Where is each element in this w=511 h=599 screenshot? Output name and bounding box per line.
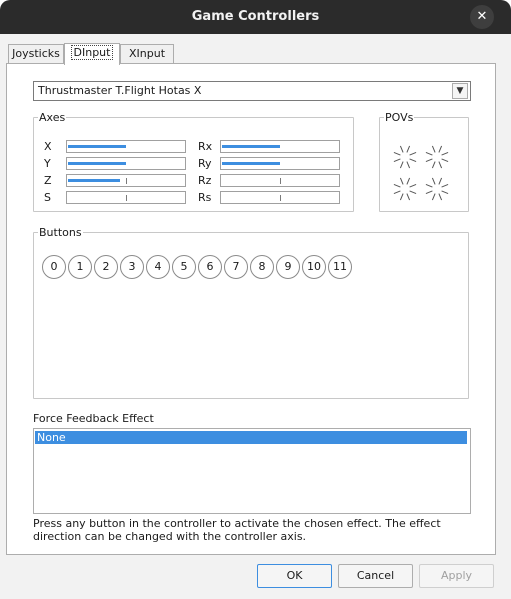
povs-group [379, 111, 469, 212]
axis-row-x [44, 140, 189, 153]
joystick-button-indicator-2: 2 [94, 255, 118, 279]
force-feedback-help-text: Press any button in the controller to activate the chosen effect. The effect direction can be changed with the controller axis. [33, 517, 441, 543]
tab-dinput-label: DInput [71, 45, 114, 60]
axis-bar-s [66, 191, 186, 204]
axis-fill-ry [222, 162, 280, 165]
tab-dinput[interactable] [64, 43, 120, 65]
axis-row-rz [198, 174, 343, 187]
window-title: Game Controllers [191, 9, 320, 24]
force-feedback-list[interactable] [33, 428, 471, 514]
axis-bar-ry [220, 157, 340, 170]
axis-center-tick [280, 195, 281, 201]
axis-center-tick [280, 178, 281, 184]
tab-xinput-label: XInput [128, 47, 166, 60]
device-select[interactable] [33, 81, 471, 101]
axis-row-rx [198, 140, 343, 153]
buttons-label: Buttons [39, 226, 82, 239]
axis-row-ry [198, 157, 343, 170]
axis-label-s: S [44, 191, 51, 204]
axis-bar-rs [220, 191, 340, 204]
axis-label-x: X [44, 140, 52, 153]
close-icon: ✕ [476, 9, 488, 24]
axis-bar-rz [220, 174, 340, 187]
axis-label-rs: Rs [198, 191, 212, 204]
axis-center-tick [126, 178, 127, 184]
joystick-button-indicator-9: 9 [276, 255, 300, 279]
axis-bar-z [66, 174, 186, 187]
axis-fill-z [68, 179, 120, 182]
joystick-button-indicator-3: 3 [120, 255, 144, 279]
povs-label: POVs [385, 111, 414, 124]
joystick-button-indicator-5: 5 [172, 255, 196, 279]
tab-joysticks[interactable] [8, 44, 64, 64]
axis-center-tick [126, 195, 127, 201]
axis-bar-rx [220, 140, 340, 153]
title-bar [0, 0, 511, 34]
device-select-value: Thrustmaster T.Flight Hotas X [38, 84, 202, 97]
dinput-panel [6, 63, 496, 555]
ok-button[interactable]: OK [257, 564, 332, 588]
axis-label-rx: Rx [198, 140, 213, 153]
axes-group [33, 111, 354, 212]
axis-label-rz: Rz [198, 174, 212, 187]
axis-label-z: Z [44, 174, 52, 187]
pov-indicator-icon [424, 144, 450, 170]
axis-row-y [44, 157, 189, 170]
axis-fill-rx [222, 145, 280, 148]
axis-row-z [44, 174, 189, 187]
axis-bar-x [66, 140, 186, 153]
close-button[interactable] [470, 5, 494, 29]
joystick-button-indicator-11: 11 [328, 255, 352, 279]
dialog-client-area [0, 34, 511, 599]
device-select-dropdown-button[interactable] [452, 83, 468, 99]
cancel-button[interactable]: Cancel [338, 564, 413, 588]
axis-label-y: Y [44, 157, 51, 170]
joystick-button-indicator-0: 0 [42, 255, 66, 279]
joystick-button-indicator-8: 8 [250, 255, 274, 279]
joystick-button-indicator-1: 1 [68, 255, 92, 279]
tab-xinput[interactable] [120, 44, 174, 64]
buttons-group [33, 226, 469, 399]
joystick-button-indicator-7: 7 [224, 255, 248, 279]
axis-fill-x [68, 145, 126, 148]
joystick-button-indicator-4: 4 [146, 255, 170, 279]
axes-label: Axes [39, 111, 66, 124]
joystick-button-indicator-10: 10 [302, 255, 326, 279]
pov-grid [392, 144, 456, 208]
tab-joysticks-label: Joysticks [12, 47, 60, 60]
apply-button[interactable]: Apply [419, 564, 494, 588]
joystick-button-indicator-6: 6 [198, 255, 222, 279]
force-feedback-item-selected[interactable]: None [35, 431, 467, 444]
axis-row-s [44, 191, 189, 204]
pov-indicator-icon [424, 176, 450, 202]
chevron-down-icon: ▼ [456, 86, 464, 96]
axis-bar-y [66, 157, 186, 170]
axis-fill-y [68, 162, 126, 165]
force-feedback-label: Force Feedback Effect [33, 412, 154, 425]
pov-indicator-icon [392, 144, 418, 170]
axis-label-ry: Ry [198, 157, 212, 170]
pov-indicator-icon [392, 176, 418, 202]
axis-row-rs [198, 191, 343, 204]
